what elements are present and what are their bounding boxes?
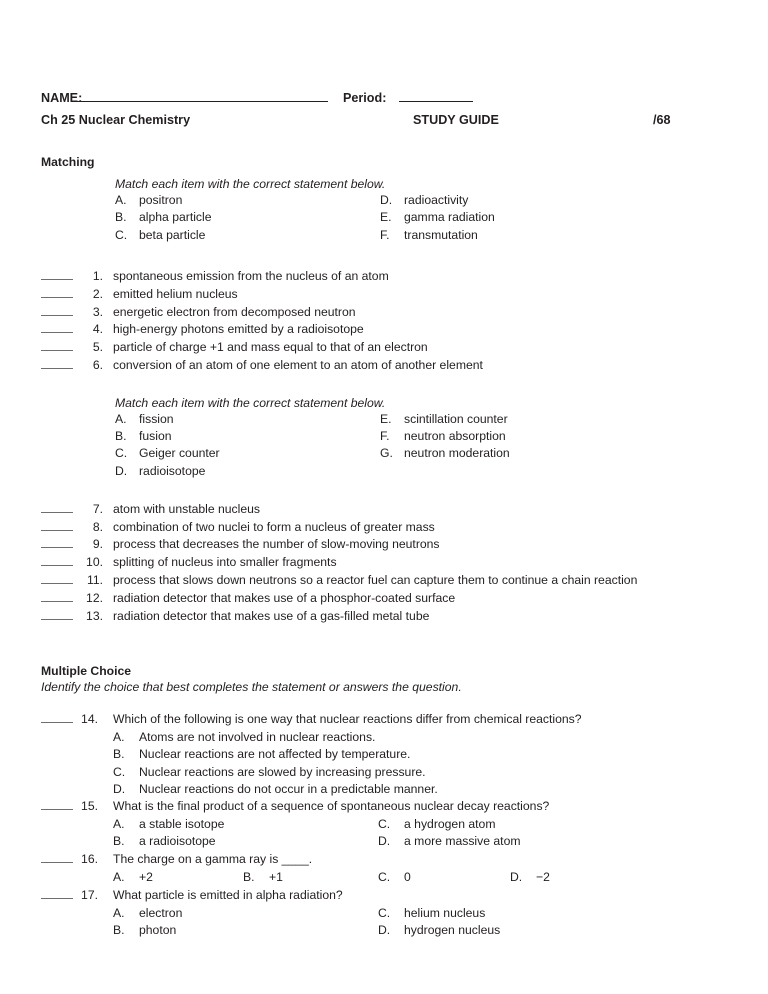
name-label: NAME: bbox=[41, 91, 83, 105]
match-option[interactable] bbox=[380, 411, 510, 428]
option-letter: C. bbox=[378, 816, 391, 831]
match-item-row[interactable] bbox=[41, 572, 727, 590]
item-text: conversion of an atom of one element to an atom of another element bbox=[113, 357, 483, 372]
mc-question-row[interactable] bbox=[41, 887, 727, 905]
match-item-row[interactable] bbox=[41, 357, 727, 375]
multiple-choice-instruction: Identify the choice that best completes the statement or answers the question. bbox=[41, 680, 462, 695]
mc-question-row[interactable] bbox=[41, 851, 727, 869]
option-letter: C. bbox=[378, 869, 391, 884]
match-option[interactable] bbox=[115, 192, 212, 209]
matching-group1-items bbox=[41, 268, 727, 375]
matching-group1-options bbox=[115, 192, 727, 244]
option-letter: D. bbox=[510, 869, 523, 884]
mc-options-17 bbox=[113, 905, 727, 940]
matching-group2-instruction: Match each item with the correct statement below. bbox=[115, 395, 386, 410]
option-text: neutron absorption bbox=[404, 429, 506, 444]
option-text: alpha particle bbox=[139, 210, 212, 225]
match-item-row[interactable] bbox=[41, 501, 727, 519]
mc-options-14 bbox=[113, 729, 727, 798]
mc-option[interactable] bbox=[113, 905, 182, 922]
mc-question-14 bbox=[41, 711, 727, 729]
option-text: radioisotope bbox=[139, 463, 206, 478]
mc-option[interactable] bbox=[113, 764, 438, 781]
matching-group1-options-col1 bbox=[115, 192, 212, 244]
option-text: neutron moderation bbox=[404, 446, 510, 461]
option-letter: C. bbox=[113, 764, 126, 779]
option-letter: D. bbox=[380, 193, 393, 207]
period-blank-line[interactable] bbox=[399, 88, 473, 102]
option-text: positron bbox=[139, 193, 183, 207]
option-letter: E. bbox=[380, 210, 392, 225]
option-text: a stable isotope bbox=[139, 816, 225, 831]
option-letter: A. bbox=[113, 905, 125, 920]
mc-option[interactable] bbox=[378, 869, 411, 886]
option-letter: B. bbox=[115, 210, 127, 225]
item-number: 7. bbox=[92, 501, 103, 516]
option-letter: D. bbox=[378, 922, 391, 937]
question-number: 17. bbox=[81, 887, 98, 902]
option-letter: D. bbox=[115, 463, 128, 478]
mc-options-col2 bbox=[378, 905, 500, 940]
match-option[interactable] bbox=[115, 227, 212, 244]
item-number: 6. bbox=[92, 357, 103, 372]
item-number: 4. bbox=[92, 322, 103, 337]
item-number: 10. bbox=[86, 555, 103, 570]
question-text: The charge on a gamma ray is ____. bbox=[113, 851, 313, 866]
mc-option[interactable] bbox=[378, 816, 521, 833]
option-text: Geiger counter bbox=[139, 446, 220, 461]
matching-group1-instruction: Match each item with the correct statement below. bbox=[115, 177, 386, 191]
match-item-row[interactable] bbox=[41, 554, 727, 572]
option-text: +2 bbox=[139, 869, 153, 884]
option-text: transmutation bbox=[404, 227, 478, 242]
mc-question-15 bbox=[41, 798, 727, 816]
option-letter: B. bbox=[113, 834, 125, 849]
match-item-row[interactable] bbox=[41, 608, 727, 626]
option-text: photon bbox=[139, 922, 177, 937]
option-letter: A. bbox=[113, 730, 125, 745]
question-text: What is the final product of a sequence of spontaneous nuclear decay reactions? bbox=[113, 799, 550, 814]
document-body bbox=[41, 88, 727, 940]
multiple-choice-heading: Multiple Choice bbox=[41, 664, 132, 679]
item-text: spontaneous emission from the nucleus of an atom bbox=[113, 269, 389, 283]
option-text: a radioisotope bbox=[139, 834, 216, 849]
item-text: particle of charge +1 and mass equal to that of an electron bbox=[113, 340, 428, 355]
option-letter: G. bbox=[380, 446, 393, 461]
question-number: 14. bbox=[81, 712, 98, 727]
match-item-row[interactable] bbox=[41, 321, 727, 339]
option-letter: B. bbox=[115, 429, 127, 444]
mc-question-16 bbox=[41, 851, 727, 869]
option-letter: E. bbox=[380, 411, 392, 426]
option-letter: C. bbox=[378, 905, 391, 920]
mc-options-col3 bbox=[378, 869, 411, 886]
item-number: 5. bbox=[92, 340, 103, 355]
points-total: /68 bbox=[653, 113, 671, 127]
option-text: hydrogen nucleus bbox=[404, 922, 501, 937]
option-text: fission bbox=[139, 411, 174, 426]
doc-type-label: STUDY GUIDE bbox=[413, 113, 499, 127]
option-text: radioactivity bbox=[404, 193, 469, 207]
match-option[interactable] bbox=[380, 445, 510, 462]
mc-options-col2 bbox=[243, 869, 283, 886]
option-text: −2 bbox=[536, 869, 550, 884]
item-text: process that slows down neutrons so a reactor fuel can capture them to continue a chain reaction bbox=[113, 572, 638, 587]
mc-options-15 bbox=[113, 816, 727, 851]
mc-option[interactable] bbox=[113, 833, 224, 850]
mc-option[interactable] bbox=[113, 922, 182, 939]
item-number: 8. bbox=[92, 519, 103, 534]
item-text: high-energy photons emitted by a radioisotope bbox=[113, 322, 364, 337]
mc-option[interactable] bbox=[378, 833, 521, 850]
match-option[interactable] bbox=[380, 209, 495, 226]
match-item-row[interactable] bbox=[41, 519, 727, 537]
option-letter: D. bbox=[378, 834, 391, 849]
option-letter: C. bbox=[115, 227, 128, 242]
option-text: a hydrogen atom bbox=[404, 816, 496, 831]
item-text: process that decreases the number of slow-moving neutrons bbox=[113, 537, 440, 552]
item-text: combination of two nuclei to form a nucleus of greater mass bbox=[113, 519, 435, 534]
option-letter: C. bbox=[115, 446, 128, 461]
match-item-row[interactable] bbox=[41, 536, 727, 554]
option-text: Nuclear reactions are slowed by increasing pressure. bbox=[139, 764, 426, 779]
match-option[interactable] bbox=[115, 428, 220, 445]
mc-options-col1 bbox=[113, 729, 438, 798]
match-item-row[interactable] bbox=[41, 590, 727, 608]
mc-options-col4 bbox=[510, 869, 550, 886]
period-label: Period: bbox=[343, 91, 387, 105]
option-letter: B. bbox=[113, 922, 125, 937]
mc-option[interactable] bbox=[113, 816, 224, 833]
question-number: 16. bbox=[81, 851, 98, 866]
option-text: Atoms are not involved in nuclear reactions. bbox=[139, 730, 376, 745]
option-text: helium nucleus bbox=[404, 905, 486, 920]
item-number: 2. bbox=[92, 286, 103, 301]
option-text: 0 bbox=[404, 869, 411, 884]
match-option[interactable] bbox=[380, 428, 510, 445]
mc-option[interactable] bbox=[113, 781, 438, 798]
item-text: energetic electron from decomposed neutron bbox=[113, 304, 356, 319]
question-text: What particle is emitted in alpha radiation? bbox=[113, 887, 343, 902]
mc-question-row[interactable] bbox=[41, 798, 727, 816]
item-number: 1. bbox=[92, 269, 103, 283]
matching-group2-items bbox=[41, 501, 727, 626]
matching-group2-options bbox=[115, 411, 727, 481]
item-text: radiation detector that makes use of a phosphor-coated surface bbox=[113, 590, 456, 605]
mc-option[interactable] bbox=[378, 922, 500, 939]
match-option[interactable] bbox=[115, 209, 212, 226]
mc-options-col1 bbox=[113, 869, 153, 886]
mc-question-17 bbox=[41, 887, 727, 905]
option-text: Nuclear reactions do not occur in a predictable manner. bbox=[139, 782, 438, 797]
mc-option[interactable] bbox=[113, 729, 438, 746]
item-text: atom with unstable nucleus bbox=[113, 501, 261, 516]
item-number: 3. bbox=[92, 304, 103, 319]
mc-question-row[interactable] bbox=[41, 711, 727, 729]
match-option[interactable] bbox=[115, 445, 220, 462]
matching-heading: Matching bbox=[41, 155, 95, 169]
mc-options-col1 bbox=[113, 905, 182, 940]
mc-option[interactable] bbox=[243, 869, 283, 886]
option-letter: B. bbox=[243, 869, 255, 884]
option-text: Nuclear reactions are not affected by temperature. bbox=[139, 747, 411, 762]
option-letter: D. bbox=[113, 782, 126, 797]
option-letter: A. bbox=[113, 816, 125, 831]
option-letter: F. bbox=[380, 429, 390, 444]
matching-group2-options-col1 bbox=[115, 411, 220, 480]
mc-options-col1 bbox=[113, 816, 224, 851]
match-item-row[interactable] bbox=[41, 339, 727, 357]
match-option[interactable] bbox=[115, 411, 220, 428]
option-text: beta particle bbox=[139, 227, 206, 242]
question-number: 15. bbox=[81, 799, 98, 814]
name-blank-line[interactable] bbox=[75, 88, 328, 102]
item-number: 12. bbox=[86, 590, 103, 605]
option-text: a more massive atom bbox=[404, 834, 521, 849]
option-text: electron bbox=[139, 905, 183, 920]
option-text: fusion bbox=[139, 429, 172, 444]
option-text: scintillation counter bbox=[404, 411, 508, 426]
course-title: Ch 25 Nuclear Chemistry bbox=[41, 113, 191, 127]
option-letter: B. bbox=[113, 747, 125, 762]
mc-option[interactable] bbox=[113, 746, 438, 763]
question-text: Which of the following is one way that nuclear reactions differ from chemical reactions? bbox=[113, 712, 582, 727]
mc-option[interactable] bbox=[510, 869, 550, 886]
mc-option[interactable] bbox=[113, 869, 153, 886]
item-text: splitting of nucleus into smaller fragments bbox=[113, 555, 337, 570]
mc-options-16 bbox=[113, 869, 727, 887]
mc-options-col2 bbox=[378, 816, 521, 851]
option-text: gamma radiation bbox=[404, 210, 495, 225]
option-letter: A. bbox=[115, 193, 127, 207]
match-option[interactable] bbox=[115, 463, 220, 480]
matching-group2-options-col2 bbox=[380, 411, 510, 463]
item-number: 9. bbox=[92, 537, 103, 552]
matching-group1-options-col2 bbox=[380, 192, 495, 244]
header-name-row bbox=[41, 88, 727, 109]
match-option[interactable] bbox=[380, 192, 495, 209]
match-item-row[interactable] bbox=[41, 268, 727, 286]
mc-option[interactable] bbox=[378, 905, 500, 922]
item-number: 13. bbox=[86, 608, 103, 623]
item-number: 11. bbox=[86, 572, 103, 587]
item-text: radiation detector that makes use of a gas-filled metal tube bbox=[113, 608, 430, 623]
match-item-row[interactable] bbox=[41, 304, 727, 322]
match-item-row[interactable] bbox=[41, 286, 727, 304]
match-option[interactable] bbox=[380, 227, 495, 244]
header-title-row bbox=[41, 109, 727, 132]
option-letter: A. bbox=[115, 411, 127, 426]
option-letter: A. bbox=[113, 869, 125, 884]
option-text: +1 bbox=[269, 869, 283, 884]
option-letter: F. bbox=[380, 227, 390, 242]
item-text: emitted helium nucleus bbox=[113, 286, 238, 301]
